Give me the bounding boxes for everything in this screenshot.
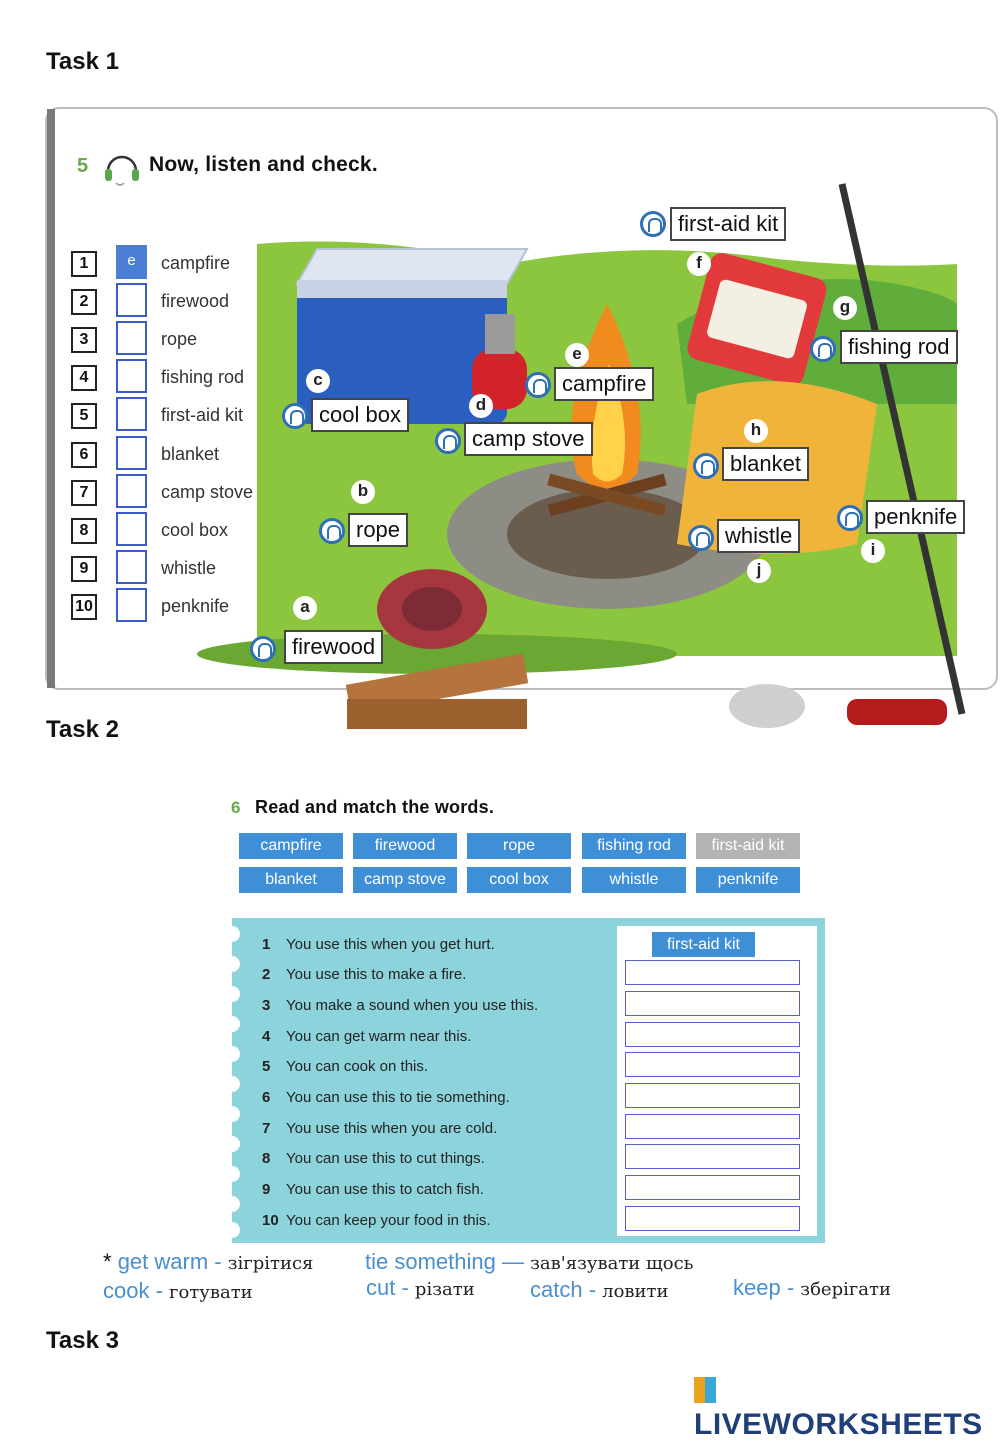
item-word: penknife	[161, 596, 230, 616]
item-word: firewood	[161, 291, 230, 311]
question-text: You can get warm near this.	[286, 1028, 472, 1045]
answer-input[interactable]	[625, 991, 800, 1016]
answer-filled[interactable]: first-aid kit	[652, 932, 755, 957]
item-word: campfire	[161, 253, 231, 273]
item-word: fishing rod	[161, 367, 245, 387]
answer-input[interactable]	[625, 960, 800, 985]
label-firewood: firewood	[284, 630, 383, 664]
question-number: 10	[262, 1212, 279, 1229]
question-number: 5	[262, 1058, 271, 1075]
gloss-en: catch	[530, 1277, 583, 1302]
letter-a: a	[293, 596, 317, 620]
answer-input[interactable]	[116, 550, 147, 584]
audio-play-icon[interactable]	[525, 372, 551, 398]
glossary-get-warm: * get warm - зігрітися	[103, 1249, 314, 1274]
matching-notebook	[232, 918, 825, 1243]
question-number: 6	[262, 1089, 271, 1106]
question-text: You make a sound when you use this.	[286, 997, 539, 1014]
label-blanket: blanket	[722, 447, 809, 481]
label-campfire: campfire	[554, 367, 654, 401]
task2-panel	[45, 773, 970, 1323]
label-first-aid-kit: first-aid kit	[670, 207, 786, 241]
item-number: 5	[71, 403, 97, 429]
question-row	[232, 1022, 622, 1052]
answer-input[interactable]	[116, 359, 147, 393]
audio-play-icon[interactable]	[693, 453, 719, 479]
word-bank-item[interactable]: firewood	[353, 833, 457, 859]
audio-play-icon[interactable]	[837, 505, 863, 531]
question-row	[232, 1083, 622, 1113]
word-bank-item[interactable]: penknife	[696, 867, 800, 893]
word-bank-item[interactable]: camp stove	[353, 867, 457, 893]
exercise-number: 6	[231, 798, 241, 817]
answer-input[interactable]	[625, 1144, 800, 1169]
list-item	[71, 554, 281, 586]
question-text: You use this to make a fire.	[286, 966, 467, 983]
question-number: 3	[262, 997, 271, 1014]
answer-input[interactable]	[116, 474, 147, 508]
answer-input[interactable]	[625, 1022, 800, 1047]
label-rope: rope	[348, 513, 408, 547]
letter-d: d	[469, 394, 493, 418]
task1-heading: Task 1	[46, 48, 119, 75]
gloss-en: tie something	[365, 1249, 496, 1274]
question-number: 9	[262, 1181, 271, 1198]
item-number: 3	[71, 327, 97, 353]
question-text: You use this when you get hurt.	[286, 936, 495, 953]
question-row	[232, 1114, 622, 1144]
question-number: 8	[262, 1150, 271, 1167]
gloss-en: cook	[103, 1278, 150, 1303]
question-text: You can cook on this.	[286, 1058, 429, 1075]
task3-heading: Task 3	[46, 1327, 119, 1354]
audio-play-icon[interactable]	[810, 336, 836, 362]
audio-play-icon[interactable]	[640, 211, 666, 237]
exercise-title: Read and match the words.	[255, 797, 495, 817]
list-item	[71, 592, 281, 624]
glossary-tie-something: tie something — зав'язувати щось	[365, 1249, 694, 1274]
list-item	[71, 401, 281, 433]
question-number: 2	[262, 966, 271, 983]
item-word: first-aid kit	[161, 405, 244, 425]
letter-j: j	[747, 559, 771, 583]
glossary-catch: catch - ловити	[530, 1277, 669, 1302]
letter-i: i	[861, 539, 885, 563]
question-row	[232, 960, 622, 990]
glossary-cut: cut - різати	[366, 1275, 475, 1300]
word-bank-item[interactable]: rope	[467, 833, 571, 859]
word-bank-item[interactable]: fishing rod	[582, 833, 686, 859]
gloss-en: keep	[733, 1275, 781, 1300]
gloss-uk: зігрітися	[227, 1253, 314, 1274]
rope-image	[377, 569, 487, 649]
question-row	[232, 930, 622, 960]
penknife-image	[847, 699, 947, 725]
item-word: rope	[161, 329, 198, 349]
answer-input[interactable]	[625, 1083, 800, 1108]
letter-c: c	[306, 369, 330, 393]
item-number: 9	[71, 556, 97, 582]
logo-mark-icon	[694, 1377, 716, 1403]
question-text: You can use this to tie something.	[286, 1089, 510, 1106]
answer-input[interactable]	[625, 1206, 800, 1231]
word-bank-item[interactable]: whistle	[582, 867, 686, 893]
answer-input[interactable]	[116, 321, 147, 355]
item-number: 7	[71, 480, 97, 506]
answer-input[interactable]	[116, 436, 147, 470]
audio-play-icon[interactable]	[688, 525, 714, 551]
logo-text: LIVEWORKSHEETS	[694, 1408, 983, 1441]
question-number: 7	[262, 1120, 271, 1137]
exercise-title: Now, listen and check.	[149, 153, 378, 176]
whistle-image	[729, 684, 805, 728]
glossary-cook: cook - готувати	[103, 1278, 253, 1303]
task2-heading: Task 2	[46, 716, 119, 743]
question-number: 1	[262, 936, 271, 953]
gloss-en: cut	[366, 1275, 396, 1300]
item-number: 2	[71, 289, 97, 315]
list-item	[71, 516, 281, 548]
question-row	[232, 991, 622, 1021]
exercise-number: 5	[77, 155, 89, 177]
item-number: 1	[71, 251, 97, 277]
item-number: 4	[71, 365, 97, 391]
item-word: camp stove	[161, 482, 254, 502]
list-item	[71, 249, 281, 281]
list-item	[71, 478, 281, 510]
word-bank-item[interactable]: first-aid kit	[696, 833, 800, 859]
list-item	[71, 363, 281, 395]
letter-g: g	[833, 296, 857, 320]
label-penknife: penknife	[866, 500, 965, 534]
gloss-uk: зав'язувати щось	[530, 1253, 694, 1274]
audio-play-icon[interactable]	[319, 518, 345, 544]
answer-input[interactable]	[116, 512, 147, 546]
audio-play-icon[interactable]	[435, 428, 461, 454]
item-word: cool box	[161, 520, 229, 540]
word-bank-item[interactable]: cool box	[467, 867, 571, 893]
gloss-uk: зберігати	[800, 1279, 891, 1300]
audio-play-icon[interactable]	[250, 636, 276, 662]
answer-input[interactable]	[116, 588, 147, 622]
question-row	[232, 1206, 622, 1236]
question-number: 4	[262, 1028, 271, 1045]
word-bank-item[interactable]: blanket	[239, 867, 343, 893]
item-word: whistle	[161, 558, 217, 578]
list-item	[71, 287, 281, 319]
label-camp-stove: camp stove	[464, 422, 593, 456]
label-cool-box: cool box	[311, 398, 409, 432]
gloss-en: get warm	[117, 1249, 209, 1274]
item-word: blanket	[161, 444, 220, 464]
label-fishing-rod: fishing rod	[840, 330, 958, 364]
glossary-keep: keep - зберігати	[733, 1275, 891, 1300]
list-item	[71, 325, 281, 357]
answer-input[interactable]	[625, 1052, 800, 1077]
panel-edge	[47, 109, 55, 688]
gloss-uk: ловити	[602, 1281, 669, 1302]
item-number: 6	[71, 442, 97, 468]
task1-panel	[45, 107, 998, 690]
question-row	[232, 1144, 622, 1174]
question-text: You can keep your food in this.	[286, 1212, 491, 1229]
answer-input[interactable]	[116, 397, 147, 431]
word-bank-item[interactable]: campfire	[239, 833, 343, 859]
gloss-uk: різати	[414, 1279, 475, 1300]
answer-input[interactable]	[625, 1114, 800, 1139]
label-whistle: whistle	[717, 519, 800, 553]
question-text: You use this when you are cold.	[286, 1120, 498, 1137]
letter-f: f	[687, 252, 711, 276]
answer-input[interactable]	[116, 283, 147, 317]
answer-input[interactable]: e	[116, 245, 147, 279]
audio-play-icon[interactable]	[282, 403, 308, 429]
item-number: 10	[71, 594, 97, 620]
letter-h: h	[744, 419, 768, 443]
question-text: You can use this to cut things.	[286, 1150, 485, 1167]
question-row	[232, 1175, 622, 1205]
letter-e: e	[565, 343, 589, 367]
answer-input[interactable]	[625, 1175, 800, 1200]
liveworksheets-logo	[694, 1374, 1000, 1442]
question-text: You can use this to catch fish.	[286, 1181, 484, 1198]
list-item	[71, 440, 281, 472]
headphones-icon	[102, 145, 142, 189]
letter-b: b	[351, 480, 375, 504]
item-number: 8	[71, 518, 97, 544]
gloss-uk: готувати	[169, 1282, 253, 1303]
question-row	[232, 1052, 622, 1082]
